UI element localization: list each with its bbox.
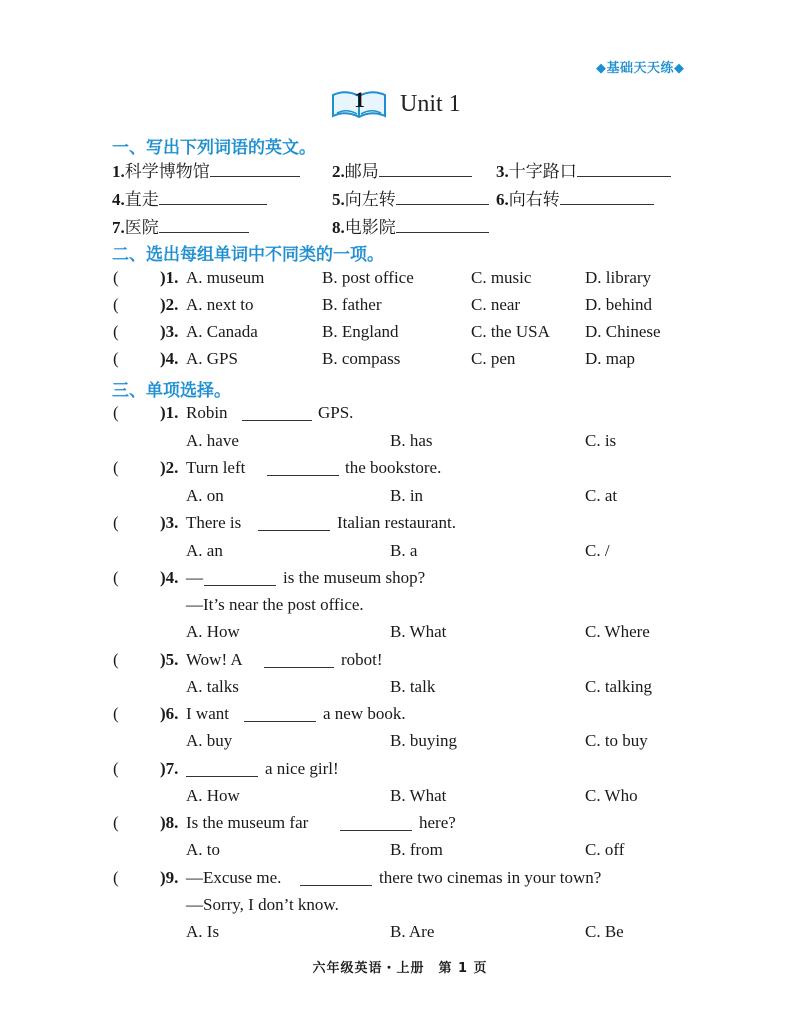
- answer-paren[interactable]: (: [113, 759, 119, 778]
- answer-blank[interactable]: [300, 884, 372, 886]
- s3-dialogue-9: —Sorry, I don’t know.: [186, 895, 339, 914]
- answer-blank[interactable]: [204, 584, 276, 586]
- answer-paren[interactable]: (: [113, 513, 119, 532]
- s2-question-4: ( )4. A. GPS B. compass C. pen D. map: [113, 349, 636, 368]
- answer-blank[interactable]: [258, 529, 330, 531]
- answer-blank[interactable]: [159, 188, 267, 205]
- answer-blank[interactable]: [242, 419, 312, 421]
- unit-heading: [330, 84, 461, 124]
- section3-title: 三、单项选择。: [112, 381, 231, 401]
- s3-options-1: A. have B. has C. is: [186, 431, 617, 450]
- series-tag: ◆基础天天练◆: [596, 61, 685, 76]
- answer-blank[interactable]: [186, 775, 258, 777]
- s2-question-3: ( )3. A. Canada B. England C. the USA D. Chinese: [113, 322, 661, 341]
- s1-item-6: 6.向右转: [496, 185, 654, 210]
- s3-options-5: A. talks B. talk C. talking: [186, 677, 653, 696]
- s2-question-1: ( )1. A. museum B. post office C. music D. library: [113, 268, 652, 287]
- answer-blank[interactable]: [264, 666, 334, 668]
- s3-options-6: A. buy B. buying C. to buy: [186, 731, 648, 750]
- section1-title: 一、写出下列词语的英文。: [112, 138, 316, 158]
- answer-paren[interactable]: (: [113, 268, 119, 287]
- s1-item-5: 5.向左转: [332, 185, 489, 210]
- answer-blank[interactable]: [159, 216, 249, 233]
- s1-item-2: 2.邮局: [332, 157, 472, 182]
- s1-item-1: 1.科学博物馆: [112, 157, 300, 182]
- answer-paren[interactable]: (: [113, 650, 119, 669]
- s3-options-9: A. Is B. Are C. Be: [186, 922, 624, 941]
- s1-item-8: 8.电影院: [332, 213, 489, 238]
- answer-paren[interactable]: (: [113, 568, 119, 587]
- answer-blank[interactable]: [340, 829, 412, 831]
- answer-blank[interactable]: [396, 188, 489, 205]
- s1-item-3: 3.十字路口: [496, 157, 671, 182]
- answer-paren[interactable]: (: [113, 458, 119, 477]
- s1-item-7: 7.医院: [112, 213, 249, 238]
- s3-dialogue-4: —It’s near the post office.: [186, 595, 364, 614]
- s3-question-8: ( )8. Is the museum far here?: [113, 813, 456, 832]
- page-footer: 六年级英语・上册 第 1 页: [312, 961, 488, 976]
- answer-paren[interactable]: (: [113, 349, 119, 368]
- answer-paren[interactable]: (: [113, 704, 119, 723]
- answer-paren[interactable]: (: [113, 322, 119, 341]
- s2-question-2: ( )2. A. next to B. father C. near D. behind: [113, 295, 653, 314]
- s3-options-2: A. on B. in C. at: [186, 486, 618, 505]
- s3-question-1: ( )1. Robin GPS.: [113, 403, 354, 422]
- answer-blank[interactable]: [396, 216, 489, 233]
- s3-options-8: A. to B. from C. off: [186, 840, 625, 859]
- answer-blank[interactable]: [210, 160, 300, 177]
- s3-question-5: ( )5. Wow! A robot!: [113, 650, 383, 669]
- s3-question-2: ( )2. Turn left the bookstore.: [113, 458, 442, 477]
- answer-paren[interactable]: (: [113, 403, 119, 422]
- s3-options-3: A. an B. a C. /: [186, 541, 610, 560]
- answer-paren[interactable]: (: [113, 813, 119, 832]
- open-book-icon: [330, 87, 388, 121]
- s3-question-4: ( )4. — is the museum shop?: [113, 568, 426, 587]
- unit-number: 1: [354, 87, 365, 112]
- answer-blank[interactable]: [577, 160, 671, 177]
- answer-blank[interactable]: [244, 720, 316, 722]
- s3-question-9: ( )9. —Excuse me. there two cinemas in your town?: [113, 868, 602, 887]
- answer-blank[interactable]: [379, 160, 472, 177]
- s3-question-7: ( )7. a nice girl!: [113, 759, 339, 778]
- answer-blank[interactable]: [267, 474, 339, 476]
- answer-blank[interactable]: [560, 188, 654, 205]
- unit-title: Unit 1: [400, 90, 461, 117]
- s3-question-6: ( )6. I want a new book.: [113, 704, 406, 723]
- answer-paren[interactable]: (: [113, 295, 119, 314]
- s3-options-7: A. How B. What C. Who: [186, 786, 638, 805]
- section2-title: 二、选出每组单词中不同类的一项。: [112, 245, 384, 265]
- s1-item-4: 4.直走: [112, 185, 267, 210]
- s3-question-3: ( )3. There is Italian restaurant.: [113, 513, 456, 532]
- answer-paren[interactable]: (: [113, 868, 119, 887]
- s3-options-4: A. How B. What C. Where: [186, 622, 650, 641]
